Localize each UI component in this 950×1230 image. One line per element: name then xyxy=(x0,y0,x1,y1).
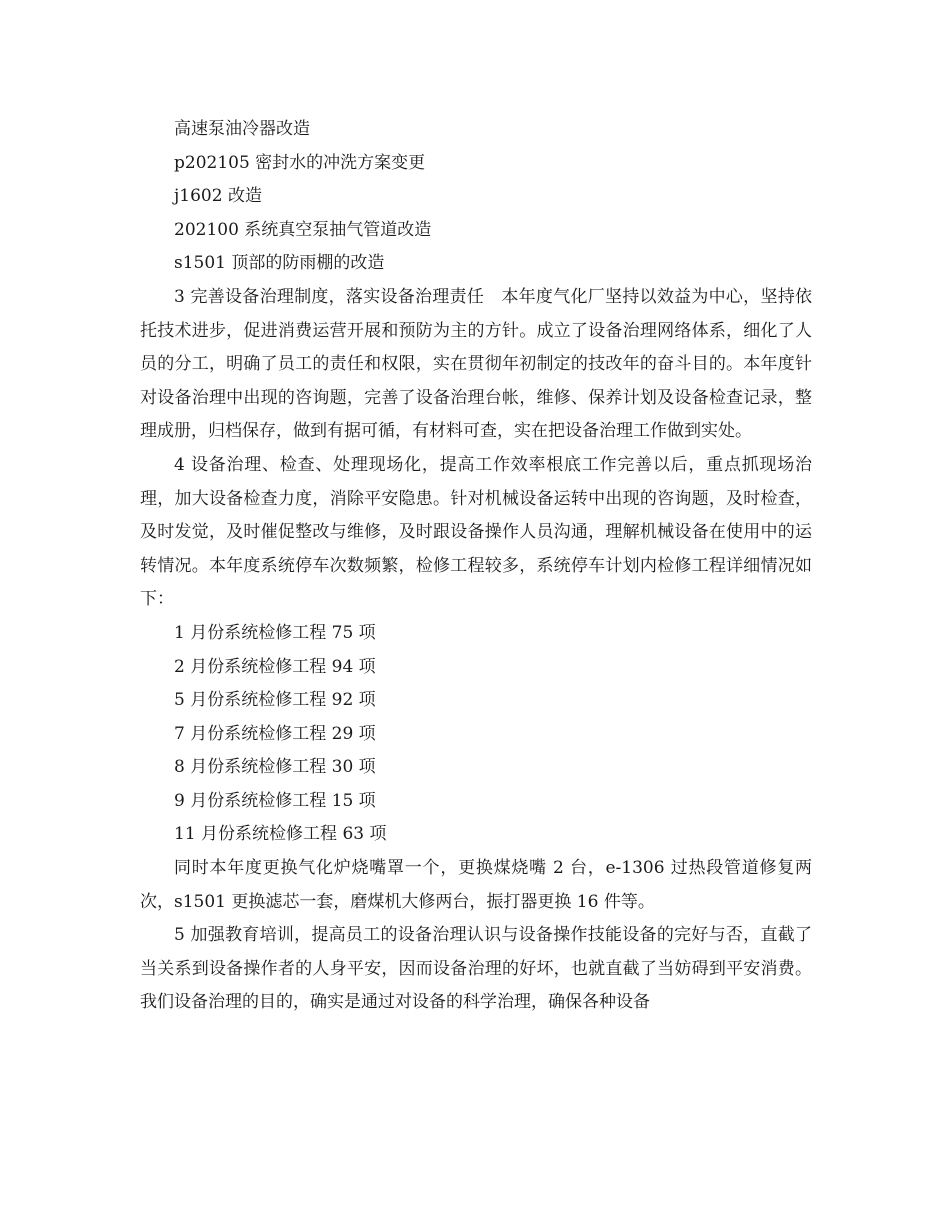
overhaul-item: 8 月份系统检修工程 30 项 xyxy=(174,757,376,778)
paragraph-5: 5 加强教育培训，提高员工的设备治理认识与设备操作技能设备的完好与否，直截了当关系到设备操作者的人身平安，因而设备治理的好坏，也就直截了当妨碍到平安消费。我们设备治理的目的，确实是通过对设备的科学治理，确保各种设备 xyxy=(140,925,812,1013)
list-item: 202100 系统真空泵抽气管道改造 xyxy=(174,219,432,240)
overhaul-item: 11 月份系统检修工程 63 项 xyxy=(174,824,387,845)
paragraph-replacements: 同时本年度更换气化炉烧嘴罩一个，更换煤烧嘴 2 台，e-1306 过热段管道修复两次，s1501 更换滤芯一套，磨煤机大修两台，振打器更换 16 件等。 xyxy=(140,858,812,912)
paragraph-3: 3 完善设备治理制度，落实设备治理责任 本年度气化厂坚持以效益为中心，坚持依托技术进步，促进消费运营开展和预防为主的方针。成立了设备治理网络体系，细化了人员的分工，明确了员工的责任和权限，实在贯彻年初制定的技改年的奋斗目的。本年度针对设备治理中出现的咨询题，完善了设备治理台帐，维修、保养计划及设备检查记录，整理成册，归档保存，做到有据可循，有材料可查，实在把设备治理工作做到实处。 xyxy=(140,286,812,442)
list-item: p202105 密封水的冲洗方案变更 xyxy=(174,152,426,173)
document-body xyxy=(140,113,812,1020)
overhaul-item: 1 月份系统检修工程 75 项 xyxy=(174,622,376,643)
list-item: s1501 顶部的防雨棚的改造 xyxy=(174,253,385,274)
overhaul-item: 5 月份系统检修工程 92 项 xyxy=(174,690,376,711)
list-item: 高速泵油冷器改造 xyxy=(174,119,310,139)
overhaul-item: 7 月份系统检修工程 29 项 xyxy=(174,723,376,744)
list-item: j1602 改造 xyxy=(174,186,262,207)
overhaul-item: 9 月份系统检修工程 15 项 xyxy=(174,790,376,811)
paragraph-4: 4 设备治理、检查、处理现场化，提高工作效率根底工作完善以后，重点抓现场治理，加大设备检查力度，消除平安隐患。针对机械设备运转中出现的咨询题，及时检查，及时发觉，及时催促整改与维修，及时跟设备操作人员沟通，理解机械设备在使用中的运转情况。本年度系统停车次数频繁，检修工程较多，系统停车计划内检修工程详细情况如下： xyxy=(140,454,812,610)
overhaul-item: 2 月份系统检修工程 94 项 xyxy=(174,656,376,677)
